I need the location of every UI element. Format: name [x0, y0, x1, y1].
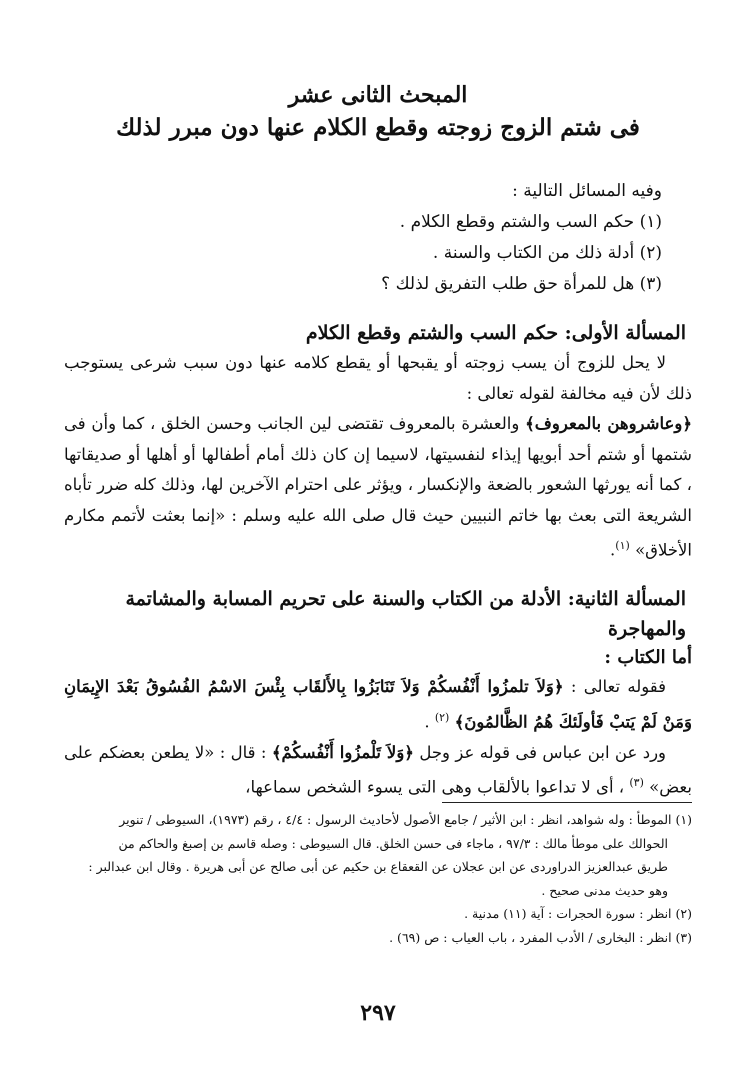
footnote-ref: (٢) — [434, 710, 450, 724]
footnote-3 — [64, 926, 692, 950]
paragraph-text: ، أى لا تداعوا بالألقاب وهى التى يسوء الشخص سماعها، — [245, 777, 625, 797]
issue-2-paragraph-1: فقوله تعالى : ﴿وَلاَ تلمزُوا أَنْفُسكُمْ وَلاَ تَنَابَزُوا بِالأَلقَاب بِئْسَ الاسْمُ الفُسُوقُ بَعْدَ الإِيمَانِ وَمَنْ لَمْ يَتبْ فَأولَئكَ هُمُ الظَّالمُونَ﴾ $^{(٢)}$ . — [64, 677, 692, 731]
paragraph-text: والعشرة بالمعروف تقتضى لين الجانب وحسن الخلق ، كما وأن فى شتمها أو شتم أحد أبويها إيذاء لنفسيتها، لاسيما إن كان ذلك أمام أطفالها أو أهلها أو صديقاتها ، كما أنه يورثها الشعور بالضعة والإنكسار ، ويؤثر على احترام الآخرين لها، وذلك كله ضرر تأباه الشريعة التى بعث بها خاتم النبيين حيث قال صلى الله عليه وسلم : «إنما بعثت لأتمم مكارم الأخلاق» — [64, 414, 692, 560]
paragraph-text: ورد عن ابن عباس فى قوله عز وجل — [413, 742, 667, 762]
issues-intro — [64, 176, 692, 300]
issue-1-paragraph-2: ﴿وعاشروهن بالمعروف﴾ والعشرة بالمعروف تقتضى لين الجانب وحسن الخلق ، كما وأن فى شتمها أو شتم أحد أبويها إيذاء لنفسيتها، لاسيما إن كان ذلك أمام أطفالها أو أهلها أو صديقاتها ، كما أنه يورثها الشعور بالضعة والإنكسار ، ويؤثر على احترام الآخرين لها، وذلك كله ضرر تأباه الشريعة التى بعث بها خاتم النبيين حيث قال صلى الله عليه وسلم : «إنما بعثت لأتمم مكارم الأخلاق» $^{(١)}$. — [64, 414, 692, 560]
intro-item: (٣) هل للمرأة حق طلب التفريق لذلك ؟ — [381, 274, 662, 294]
footnote-divider — [442, 802, 692, 803]
quran-verse: ﴿وعاشروهن بالمعروف﴾ — [525, 414, 692, 433]
section-heading: المبحث الثانى عشر — [288, 82, 468, 108]
document-page — [64, 80, 692, 1040]
issue-1-paragraph-1: لا يحل للزوج أن يسب زوجته أو يقبحها أو يقطع كلامه عنها دون سبب شرعى يستوجب ذلك لأن فيه مخالفة لقوله تعالى : — [64, 353, 692, 403]
footnote-line: الحوالك على موطأ مالك : ٩٧/٣ ، ماجاء فى حسن الخلق. قال السيوطى : وصله قاسم بن إصبغ والحاكم من — [118, 835, 668, 851]
issue-2-paragraph-2 — [64, 738, 692, 804]
footnote-ref: (١) — [615, 539, 630, 552]
footnote-line: طريق عبدالعزيز الدراوردى عن ابن عجلان عن القعقاع بن حكيم عن أبى صالح عن أبى هريرة . وقال ابن عبدالبر : — [88, 859, 668, 874]
footnote-line: وهو حديث مدنى صحيح . — [541, 882, 668, 898]
issue-2-subtitle: أما الكتاب : — [604, 647, 692, 668]
quran-verse: ﴿وَلاَ تَلْمزُوا أَنْفُسكُمْ﴾ — [271, 742, 414, 762]
page-number: ٢٩٧ — [360, 1000, 396, 1026]
footnote-2 — [64, 902, 692, 926]
quran-verse: ﴿وَلاَ تلمزُوا أَنْفُسكُمْ وَلاَ تَنَابَزُوا بِالأَلقَاب بِئْسَ الاسْمُ الفُسُوقُ بَعْدَ الإِيمَانِ وَمَنْ لَمْ يَتبْ فَأولَئكَ هُمُ الظَّالمُونَ﴾ — [64, 677, 692, 731]
intro-lead: وفيه المسائل التالية : — [512, 181, 662, 201]
footnote-1 — [64, 808, 692, 902]
footnote-ref: (٣) — [629, 776, 644, 789]
footnotes — [64, 808, 692, 949]
section-subheading: فى شتم الزوج زوجته وقطع الكلام عنها دون مبرر لذلك — [116, 114, 640, 141]
paragraph-text: : قال : «لا يطعن بعضكم على بعض» — [64, 742, 692, 797]
issue-2-title: المسألة الثانية: الأدلة من الكتاب والسنة على تحريم المسابة والمشاتمة والمهاجرة — [125, 588, 686, 640]
paragraph-text: فقوله تعالى : — [563, 677, 666, 696]
intro-item: (٢) أدلة ذلك من الكتاب والسنة . — [432, 243, 662, 263]
intro-item: (١) حكم السب والشتم وقطع الكلام . — [399, 212, 662, 232]
footnote-line: (١) الموطأ : وله شواهد، انظر : ابن الأثير / جامع الأصول لأحاديث الرسول : ٤/٤ ، رقم (١٩٧٣)، السيوطى / تنوير — [119, 812, 692, 827]
footnote-line: (٢) انظر : سورة الحجرات : آية (١١) مدنية . — [464, 906, 692, 921]
footnote-line: (٣) انظر : البخارى / الأدب المفرد ، باب العياب : ص (٦٩) . — [389, 929, 692, 945]
issue-1-title: المسألة الأولى: حكم السب والشتم وقطع الكلام — [305, 322, 686, 344]
